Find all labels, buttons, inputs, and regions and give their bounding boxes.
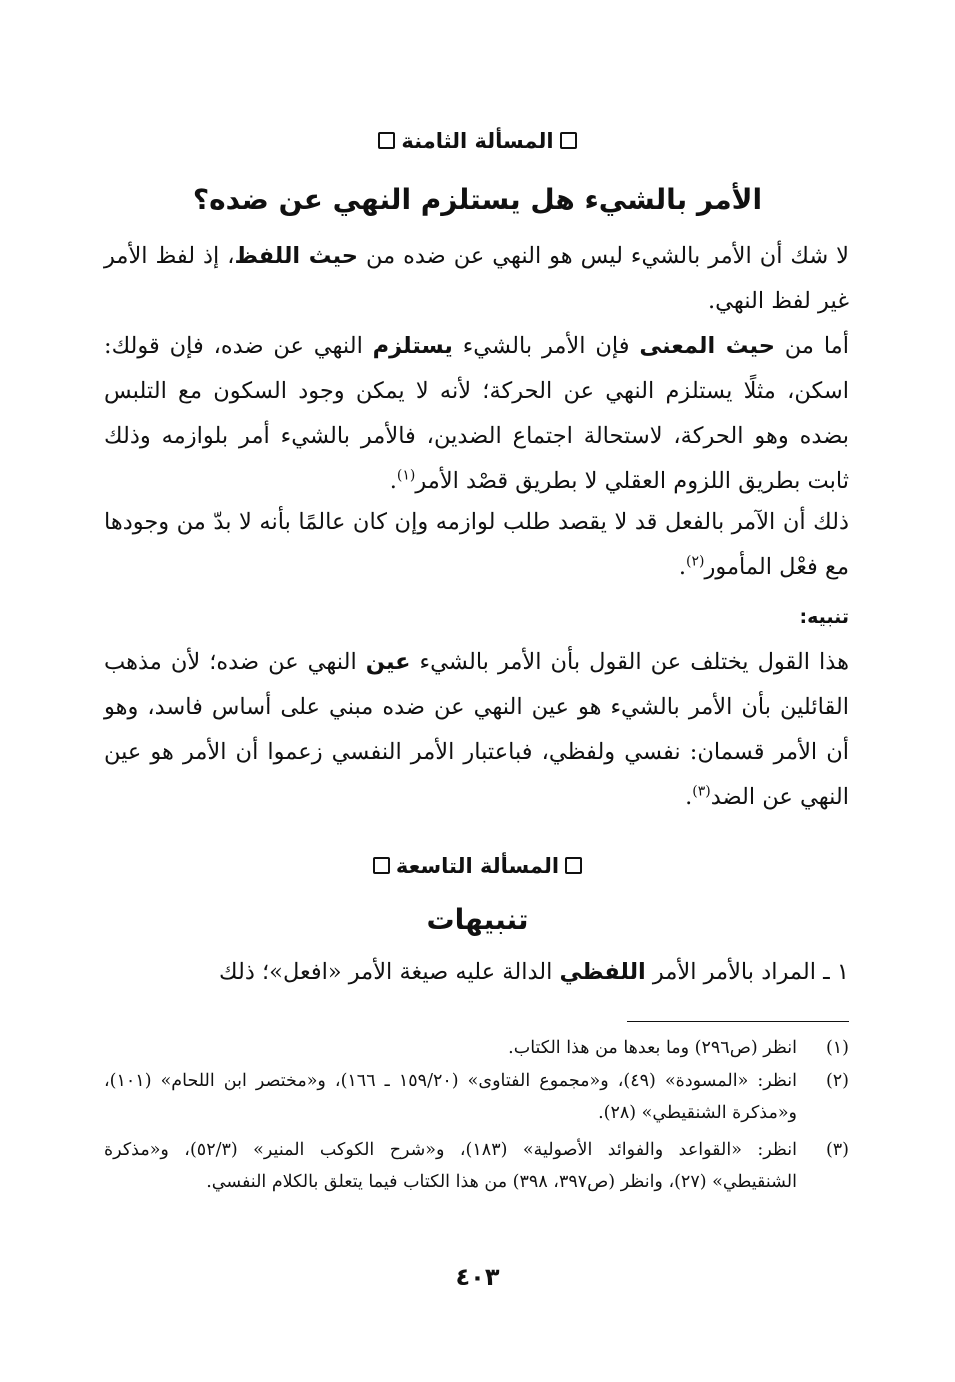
footnote-3: [104, 1135, 849, 1198]
text-run: أما من: [774, 333, 849, 359]
text-run: ١ ـ المراد بالأمر الأمر: [645, 959, 849, 985]
text-run: .: [678, 554, 687, 580]
text-run: النهي عن ضده؛ لأن مذهب القائلين بأن الأمر بالشيء هو عين النهي عن ضده مبني على أساس فاسد، وهو أن الأمر قسمان: نفسي ولفظي، فباعتبار الأمر النفسي زعموا أن الأمر هو عين النهي عن الضد: [104, 649, 849, 810]
square-ornament-icon: [373, 857, 390, 874]
note-label: تنبيه:: [799, 606, 849, 628]
square-ornament-icon: [378, 132, 395, 149]
bold-term: عين: [365, 649, 411, 675]
footnote-number: (٢): [825, 1071, 849, 1091]
text-run: ، إذ لفظ الأمر غير لفظ النهي.: [104, 243, 849, 314]
section-heading-text: المسألة الثامنة: [401, 129, 554, 153]
text-run: ذلك أن الآمر بالفعل قد لا يقصد طلب لوازمه وإن كان عالمًا بأنه لا بدّ من وجودها مع فعْل المأمور: [104, 509, 849, 580]
footnote-1: [104, 1033, 849, 1065]
text-run: .: [685, 784, 693, 810]
footnote-text: انظر: «القواعد والفوائد الأصولية» (١٨٣)، و«شرح الكوكب المنير» (٥٢/٣)، و«مذكرة الشنقيطي» (٢٧)، وانظر (ص٣٩٧، ٣٩٨) من هذا الكتاب فيما يتعلق بالكلام النفسي.: [104, 1140, 797, 1192]
footnote-ref: (١): [396, 467, 416, 484]
bold-term: حيث المعنى: [639, 333, 775, 359]
footnote-text: انظر: «المسودة» (٤٩)، و«مجموع الفتاوى» (١٥٩/٢٠ ـ ١٦٦)، و«مختصر ابن اللحام» (١٠١)، و«مذكرة الشنقيطي» (٢٨).: [104, 1071, 797, 1123]
footnote-number: (١): [825, 1038, 849, 1058]
paragraph-3: [104, 500, 849, 590]
text-run: لا شك أن الأمر بالشيء ليس هو النهي عن ضده من: [358, 243, 849, 269]
topic-title-8: الأمر بالشيء هل يستلزم النهي عن ضده؟: [192, 183, 763, 216]
text-run: فإن الأمر بالشيء: [452, 333, 640, 359]
text-run: النهي عن ضده، فإن قولك: اسكن، مثلًا يستلزم النهي عن الحركة؛ لأنه لا يمكن وجود السكون مع التلبس بضده وهو الحركة، لاستحالة اجتماع الضدين، فالأمر بالشيء أمر بلوازمه وذلك ثابت بطريق اللزوم العقلي لا بطريق قصْد الأمر: [104, 333, 849, 494]
footnote-ref: (٣): [692, 783, 711, 800]
paragraph-5: [104, 950, 849, 995]
topic-title-9: تنبيهات: [426, 903, 529, 936]
section-heading-8: [0, 126, 955, 156]
section-heading-text: المسألة التاسعة: [395, 854, 560, 878]
text-run: .: [389, 468, 397, 494]
footnote-text: انظر (ص٢٩٦) وما بعدها من هذا الكتاب.: [508, 1038, 797, 1058]
bold-term: يستلزم: [372, 333, 453, 359]
square-ornament-icon: [565, 857, 582, 874]
section-heading-9: [0, 851, 955, 881]
text-run: الدالة عليه صيغة الأمر «افعل»؛ ذلك: [219, 959, 560, 985]
footnote-separator: [627, 1021, 849, 1022]
paragraph-1: [104, 234, 849, 324]
bold-term: اللفظي: [559, 959, 646, 985]
footnote-number: (٣): [825, 1140, 849, 1160]
paragraph-4: [104, 640, 849, 820]
paragraph-2: [104, 324, 849, 504]
text-run: هذا القول يختلف عن القول بأن الأمر بالشيء: [410, 649, 849, 675]
bold-term: حيث اللفظ: [234, 243, 358, 269]
footnote-ref: (٢): [686, 553, 705, 570]
page-number: ٤٠٣: [455, 1263, 500, 1291]
footnote-2: [104, 1066, 849, 1129]
square-ornament-icon: [560, 132, 577, 149]
